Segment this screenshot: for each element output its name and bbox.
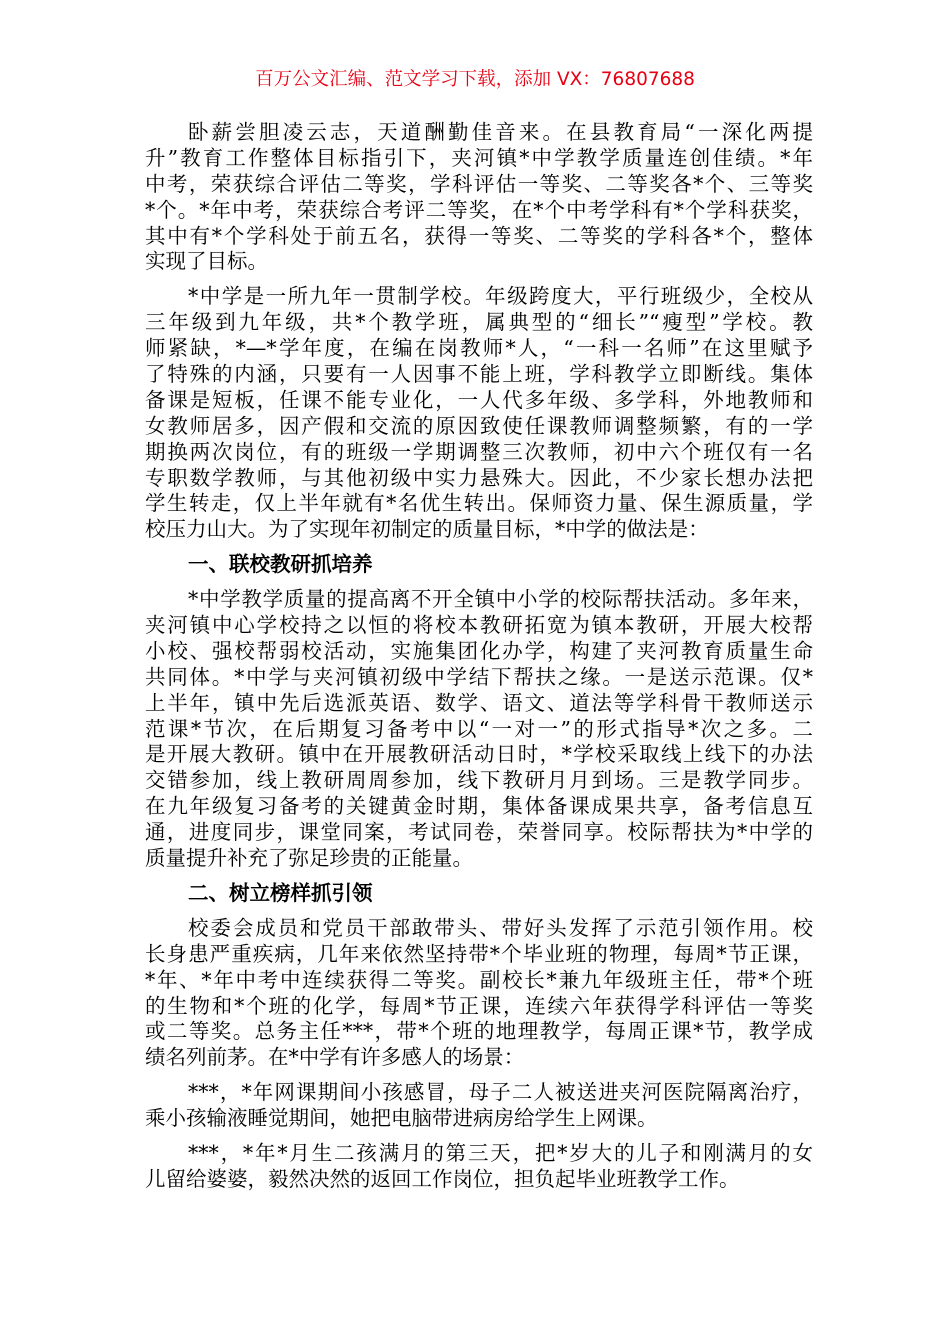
paragraph-5: [145, 1080, 813, 1132]
paragraph-line: 的生物和*个班的化学，每周*节正课，连续六年获得学科评估一等奖: [145, 993, 813, 1018]
paragraph-line: 儿留给婆婆，毅然决然的返回工作岗位，担负起毕业班教学工作。: [145, 1166, 740, 1191]
paragraph-2: [145, 284, 813, 543]
paragraph-line: ***，*年*月生二孩满月的第三天，把*岁大的儿子和刚满月的女: [188, 1140, 813, 1165]
paragraph-line: 升”教育工作整体目标指引下，夹河镇*中学教学质量连创佳绩。*年: [145, 145, 813, 170]
paragraph-line: *年、*年中考中连续获得二等奖。副校长*兼九年级班主任，带*个班: [145, 967, 813, 992]
paragraph-line: 专职数学教师，与其他初级中实力悬殊大。因此，不少家长想办法把: [145, 465, 813, 490]
paragraph-line: *中学教学质量的提高离不开全镇中小学的校际帮扶活动。多年来，: [188, 587, 813, 612]
paragraph-line: 质量提升补充了弥足珍贵的正能量。: [145, 846, 473, 871]
paragraph-line: 实现了目标。: [145, 249, 268, 274]
paragraph-line: 了特殊的内涵，只要有一人因事不能上班，学科教学立即断线。集体: [145, 362, 813, 387]
paragraph-4: [145, 916, 813, 1071]
paragraph-line: 上半年，镇中先后选派英语、数学、语文、道法等学科骨干教师送示: [145, 690, 813, 715]
paragraph-line: 通，进度同步，课堂同案，考试同卷，荣誉同享。校际帮扶为*中学的: [145, 820, 813, 845]
paragraph-line: *中学是一所九年一贯制学校。年级跨度大，平行班级少，全校从: [188, 284, 813, 309]
section-heading-1: 一、联校教研抓培养: [188, 552, 373, 577]
paragraph-line: 或二等奖。总务主任***，带*个班的地理教学，每周正课*节，教学成: [145, 1019, 813, 1044]
paragraph-line: 备课是短板，任课不能专业化，一人代多年级、多学科，外地教师和: [145, 387, 813, 412]
paragraph-line: 小校、强校帮弱校活动，实施集团化办学，构建了夹河教育质量生命: [145, 638, 813, 663]
paragraph-line: 学生转走，仅上半年就有*名优生转出。保师资力量、保生源质量，学: [145, 491, 813, 516]
paragraph-line: 女教师居多，因产假和交流的原因致使任课教师调整频繁，有的一学: [145, 413, 813, 438]
paragraph-line: 中考，荣获综合评估二等奖，学科评估一等奖、二等奖各*个、三等奖: [145, 171, 813, 196]
paragraph-line: 师紧缺，*—*学年度，在编在岗教师*人，“一科一名师”在这里赋予: [145, 336, 813, 361]
paragraph-line: 共同体。*中学与夹河镇初级中学结下帮扶之缘。一是送示范课。仅*: [145, 664, 813, 689]
paragraph-line: 长身患严重疾病，几年来依然坚持带*个毕业班的物理，每周*节正课，: [145, 941, 813, 966]
paragraph-line: 夹河镇中心学校持之以恒的将校本教研拓宽为镇本教研，开展大校帮: [145, 613, 813, 638]
paragraph-1: [145, 120, 813, 275]
paragraph-line: ***，*年网课期间小孩感冒，母子二人被送进夹河医院隔离治疗，: [188, 1080, 813, 1105]
paragraph-line: 交错参加，线上教研周周参加，线下教研月月到场。三是教学同步。: [145, 768, 813, 793]
paragraph-line: 在九年级复习备考的关键黄金时期，集体备课成果共享，备考信息互: [145, 794, 813, 819]
paragraph-line: 其中有*个学科处于前五名，获得一等奖、二等奖的学科各*个，整体: [145, 223, 813, 248]
paragraph-3: [145, 587, 813, 872]
document-body: [145, 120, 813, 1193]
paragraph-line: 绩名列前茅。在*中学有许多感人的场景：: [145, 1045, 525, 1070]
paragraph-line: 范课*节次，在后期复习备考中以“一对一”的形式指导*次之多。二: [145, 716, 813, 741]
paragraph-line: 校压力山大。为了实现年初制定的质量目标，*中学的做法是：: [145, 517, 709, 542]
paragraph-line: 校委会成员和党员干部敢带头、带好头发挥了示范引领作用。校: [188, 915, 813, 940]
paragraph-6: [145, 1141, 813, 1193]
section-heading-2: 二、树立榜样抓引领: [188, 880, 373, 905]
paragraph-line: 期换两次岗位，有的班级一学期调整三次教师，初中六个班仅有一名: [145, 439, 813, 464]
paragraph-line: *个。*年中考，荣获综合考评二等奖，在*个中考学科有*个学科获奖，: [145, 197, 813, 222]
paragraph-line: 三年级到九年级，共*个教学班，属典型的“细长”“瘦型”学校。教: [145, 310, 813, 335]
paragraph-line: 是开展大教研。镇中在开展教研活动日时，*学校采取线上线下的办法: [145, 742, 813, 767]
header-banner: 百万公文汇编、范文学习下载，添加 VX：76807688: [255, 69, 695, 90]
paragraph-line: 乘小孩输液睡觉期间，她把电脑带进病房给学生上网课。: [145, 1106, 658, 1131]
paragraph-line: 卧薪尝胆凌云志，天道酬勤佳音来。在县教育局“一深化两提: [188, 120, 813, 144]
